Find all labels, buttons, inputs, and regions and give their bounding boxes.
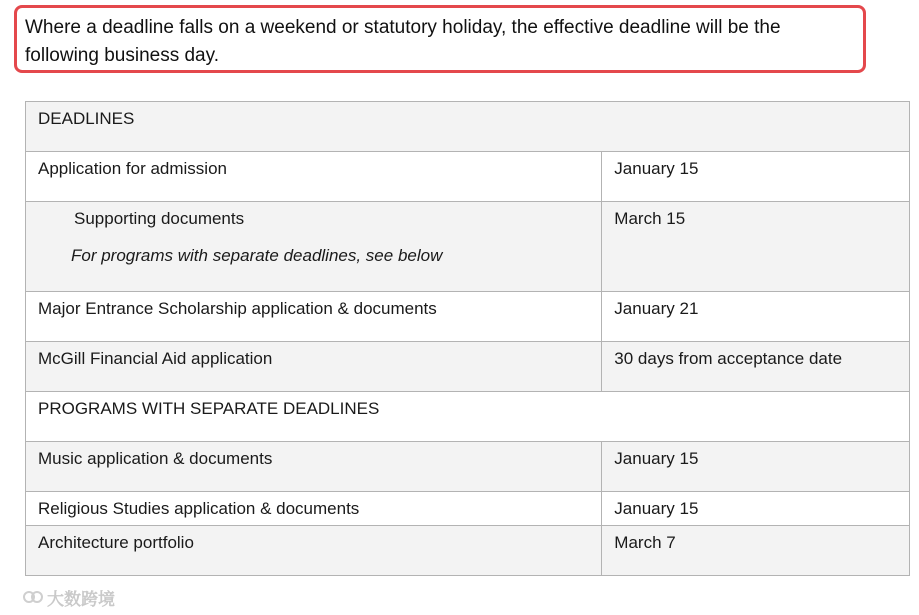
row-date: March 7 — [614, 533, 676, 552]
table-row — [26, 526, 910, 576]
deadlines-table — [25, 101, 910, 576]
row-label: McGill Financial Aid application — [38, 349, 273, 368]
section-header-row — [26, 392, 910, 442]
row-note: For programs with separate deadlines, see below — [71, 246, 443, 265]
table-header-cell — [26, 102, 910, 152]
row-label-cell — [26, 442, 602, 492]
row-date-cell — [602, 152, 910, 202]
row-date: January 15 — [614, 449, 699, 468]
table-row — [26, 492, 910, 526]
row-label: Music application & documents — [38, 449, 273, 468]
table-header-label: DEADLINES — [38, 109, 135, 128]
watermark-text: 大数跨境 — [47, 589, 115, 609]
table-row — [26, 342, 910, 392]
table-row — [26, 292, 910, 342]
deadline-notice-highlight — [14, 5, 866, 73]
row-date: 30 days from acceptance date — [614, 349, 843, 368]
watermark-logo-icon — [23, 589, 43, 605]
table-header-row — [26, 102, 910, 152]
row-date: March 15 — [614, 209, 686, 228]
row-label-cell — [26, 292, 602, 342]
row-label: Architecture portfolio — [38, 533, 194, 552]
row-label-cell — [26, 152, 602, 202]
table-row — [26, 152, 910, 202]
row-label-cell — [26, 342, 602, 392]
row-date-cell — [602, 342, 910, 392]
row-date-cell — [602, 202, 910, 292]
row-date-cell — [602, 492, 910, 526]
row-date: January 15 — [614, 159, 699, 178]
row-label: Supporting documents — [74, 209, 245, 228]
row-date-cell — [602, 526, 910, 576]
deadline-notice-text: Where a deadline falls on a weekend or statutory holiday, the effective deadline will be the following business day. — [25, 17, 781, 66]
table-row — [26, 202, 910, 292]
row-label: Religious Studies application & documents — [38, 499, 360, 518]
section-header-cell — [26, 392, 910, 442]
row-date-cell — [602, 292, 910, 342]
row-label-cell — [26, 526, 602, 576]
table-row — [26, 442, 910, 492]
row-date-cell — [602, 442, 910, 492]
row-label-cell — [26, 202, 602, 292]
row-date: January 21 — [614, 299, 699, 318]
row-label: Major Entrance Scholarship application & documents — [38, 299, 437, 318]
section-header-label: PROGRAMS WITH SEPARATE DEADLINES — [38, 399, 380, 418]
watermark — [23, 586, 115, 608]
row-label: Application for admission — [38, 159, 227, 178]
row-label-cell — [26, 492, 602, 526]
row-date: January 15 — [614, 499, 699, 518]
